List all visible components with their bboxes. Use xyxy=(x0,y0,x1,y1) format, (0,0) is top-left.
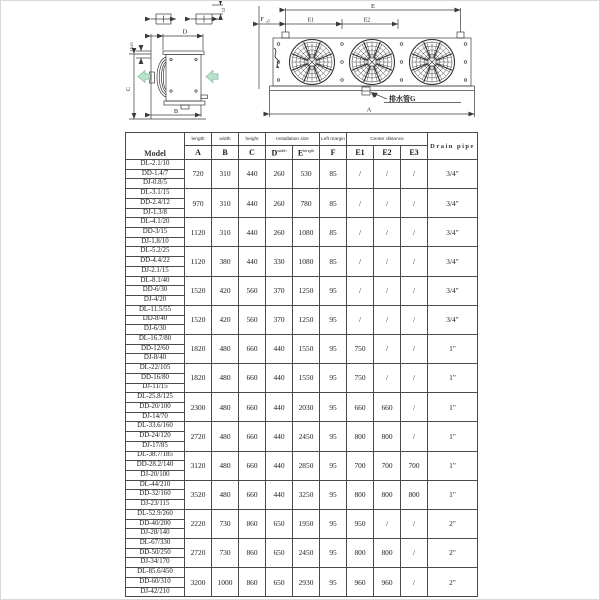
drain-pipe-cell: 2" xyxy=(428,509,478,538)
value-cell: 800 xyxy=(347,539,374,568)
table-row xyxy=(126,480,478,490)
value-cell: 310 xyxy=(212,160,239,189)
value-cell: 370 xyxy=(266,276,293,305)
value-cell: 560 xyxy=(239,305,266,334)
value-cell: 1520 xyxy=(185,305,212,334)
drain-pipe-cell: 3/4" xyxy=(428,160,478,189)
value-cell: 2300 xyxy=(185,393,212,422)
value-cell: 2930 xyxy=(293,568,320,597)
value-cell: 480 xyxy=(212,334,239,363)
spec-table xyxy=(125,132,478,597)
model-cell: DD-8/40 xyxy=(126,315,185,325)
value-cell: 440 xyxy=(266,451,293,480)
value-cell: / xyxy=(347,305,374,334)
value-cell: 2850 xyxy=(293,451,320,480)
value-cell: 440 xyxy=(266,393,293,422)
table-row xyxy=(126,393,478,403)
value-cell: / xyxy=(401,422,428,451)
header-left-margin: Left margin xyxy=(320,133,347,146)
header-installation-size: Installation size xyxy=(266,133,320,146)
value-cell: 650 xyxy=(266,539,293,568)
side-view-diagram xyxy=(121,1,261,131)
value-cell: / xyxy=(347,276,374,305)
value-cell: / xyxy=(374,276,401,305)
value-cell: 660 xyxy=(239,364,266,393)
value-cell: 650 xyxy=(266,509,293,538)
value-cell: 660 xyxy=(239,480,266,509)
dim-label-a: A xyxy=(366,106,372,114)
model-cell: DL-38.7/185 xyxy=(126,451,185,461)
value-cell: 480 xyxy=(212,451,239,480)
value-cell: 440 xyxy=(239,160,266,189)
drain-pipe-cell: 1" xyxy=(428,393,478,422)
value-cell: 800 xyxy=(347,422,374,451)
drain-pipe-cell: 1" xyxy=(428,334,478,363)
drain-pipe-cell: 3/4" xyxy=(428,189,478,218)
dim-label-b: B xyxy=(173,108,179,115)
table-row xyxy=(126,568,478,578)
value-cell: / xyxy=(401,189,428,218)
dim-label-d: D xyxy=(182,28,188,36)
value-cell: 420 xyxy=(212,305,239,334)
value-cell: / xyxy=(374,305,401,334)
value-cell: 260 xyxy=(266,218,293,247)
model-cell: DD-50/250 xyxy=(126,548,185,558)
drain-pipe-cell: 2" xyxy=(428,539,478,568)
value-cell: 700 xyxy=(347,451,374,480)
model-cell: DJ-11/15 xyxy=(126,383,185,393)
value-cell: / xyxy=(374,189,401,218)
hanger-bracket xyxy=(457,32,464,38)
model-cell: DL-3.1/15 xyxy=(126,189,185,199)
bottom-tab xyxy=(181,105,189,109)
value-cell: 260 xyxy=(266,160,293,189)
hanger-bracket xyxy=(282,32,289,38)
model-cell: DD-40/200 xyxy=(126,519,185,529)
drip-tray xyxy=(270,86,475,91)
drain-pipe-cell: 3/4" xyxy=(428,218,478,247)
value-cell: 1250 xyxy=(293,276,320,305)
drain-pipe-cell: 1" xyxy=(428,364,478,393)
value-cell: / xyxy=(347,247,374,276)
value-cell: 440 xyxy=(266,480,293,509)
value-cell: 1000 xyxy=(212,568,239,597)
value-cell: 2220 xyxy=(185,509,212,538)
drain-pipe-cell: 1" xyxy=(428,451,478,480)
header-length: length xyxy=(185,133,212,146)
value-cell: 700 xyxy=(401,451,428,480)
header-width: width xyxy=(212,133,239,146)
drain-pipe-cell: 3/4" xyxy=(428,305,478,334)
value-cell: 660 xyxy=(239,334,266,363)
value-cell: 310 xyxy=(212,218,239,247)
model-cell: DL-44/210 xyxy=(126,480,185,490)
value-cell: 800 xyxy=(374,422,401,451)
value-cell: 1120 xyxy=(185,218,212,247)
value-cell: / xyxy=(347,160,374,189)
value-cell: 3250 xyxy=(293,480,320,509)
model-cell: DJ-23/115 xyxy=(126,500,185,510)
value-cell: 440 xyxy=(266,334,293,363)
table-row xyxy=(126,334,478,344)
model-cell: DL-25.8/125 xyxy=(126,393,185,403)
model-cell: DL-11.5/55 xyxy=(126,305,185,315)
value-cell: 380 xyxy=(212,247,239,276)
value-cell: / xyxy=(401,276,428,305)
value-cell: 970 xyxy=(185,189,212,218)
value-cell: 440 xyxy=(239,189,266,218)
model-cell: DD-4.4/22 xyxy=(126,257,185,267)
table-row xyxy=(126,364,478,374)
value-cell: 480 xyxy=(212,364,239,393)
drain-pipe-cell: 2" xyxy=(428,568,478,597)
dim-label-offset: 15±5 xyxy=(129,42,134,52)
drain-pipe-label: 排水管G xyxy=(389,95,416,103)
value-cell: / xyxy=(401,334,428,363)
drain-pipe-cell: 1" xyxy=(428,480,478,509)
model-cell: DD-1.4/7 xyxy=(126,169,185,179)
header-col-c: C xyxy=(239,146,266,160)
value-cell: 650 xyxy=(266,568,293,597)
unit-body xyxy=(166,55,201,102)
value-cell: 480 xyxy=(212,422,239,451)
model-cell: DD-32/160 xyxy=(126,490,185,500)
value-cell: / xyxy=(347,218,374,247)
drip-tray xyxy=(164,101,205,105)
dim-label-f: F xyxy=(260,17,264,23)
model-cell: DL-8.1/40 xyxy=(126,276,185,286)
drain-pipe-cell: 1" xyxy=(428,422,478,451)
value-cell: 95 xyxy=(320,305,347,334)
value-cell: 95 xyxy=(320,393,347,422)
value-cell: 1120 xyxy=(185,247,212,276)
drain-pipe-cell: 3/4" xyxy=(428,276,478,305)
value-cell: 2450 xyxy=(293,422,320,451)
table-row xyxy=(126,189,478,199)
model-cell: DL-33.6/160 xyxy=(126,422,185,432)
value-cell: 660 xyxy=(239,393,266,422)
model-cell: DJ-42/210 xyxy=(126,587,185,597)
value-cell: 1250 xyxy=(293,305,320,334)
value-cell: / xyxy=(401,305,428,334)
value-cell: 480 xyxy=(212,480,239,509)
front-view-diagram xyxy=(249,1,481,131)
value-cell: 1820 xyxy=(185,364,212,393)
value-cell: 800 xyxy=(374,480,401,509)
value-cell: / xyxy=(401,160,428,189)
model-cell: DL-22/105 xyxy=(126,364,185,374)
value-cell: 370 xyxy=(266,305,293,334)
model-cell: DJ-8/40 xyxy=(126,354,185,364)
model-cell: DD-12/60 xyxy=(126,344,185,354)
value-cell: 95 xyxy=(320,364,347,393)
value-cell: / xyxy=(401,539,428,568)
model-cell: DJ-20/100 xyxy=(126,471,185,481)
header-col-e: $E^{length}$ xyxy=(293,146,320,160)
value-cell: / xyxy=(374,247,401,276)
value-cell: 85 xyxy=(320,247,347,276)
value-cell: 860 xyxy=(239,509,266,538)
value-cell: 95 xyxy=(320,422,347,451)
model-cell: DD-20/100 xyxy=(126,402,185,412)
value-cell: / xyxy=(401,568,428,597)
model-cell: DJ-1.8/10 xyxy=(126,237,185,247)
value-cell: 1520 xyxy=(185,276,212,305)
value-cell: 960 xyxy=(347,568,374,597)
value-cell: 330 xyxy=(266,247,293,276)
value-cell: 260 xyxy=(266,189,293,218)
table-row xyxy=(126,160,478,170)
value-cell: 960 xyxy=(374,568,401,597)
value-cell: 480 xyxy=(212,393,239,422)
value-cell: 860 xyxy=(239,539,266,568)
value-cell: 730 xyxy=(212,539,239,568)
model-cell: DL-67/330 xyxy=(126,539,185,549)
value-cell: 95 xyxy=(320,539,347,568)
value-cell: 660 xyxy=(239,422,266,451)
value-cell: 780 xyxy=(293,189,320,218)
header-height: height xyxy=(239,133,266,146)
value-cell: / xyxy=(347,189,374,218)
header-col-a: A xyxy=(185,146,212,160)
value-cell: 750 xyxy=(347,364,374,393)
table-row xyxy=(126,305,478,315)
model-cell: DD-2.4/12 xyxy=(126,198,185,208)
value-cell: 440 xyxy=(266,422,293,451)
value-cell: 2720 xyxy=(185,422,212,451)
dim-label-12: 12 xyxy=(221,7,226,13)
value-cell: / xyxy=(401,393,428,422)
table-row xyxy=(126,509,478,519)
value-cell: 3200 xyxy=(185,568,212,597)
value-cell: 800 xyxy=(347,480,374,509)
table-row xyxy=(126,247,478,257)
dim-label-e: E xyxy=(371,3,375,10)
value-cell: 720 xyxy=(185,160,212,189)
model-cell: DL-4.1/20 xyxy=(126,218,185,228)
table-row xyxy=(126,422,478,432)
model-cell: DL-2.1/10 xyxy=(126,160,185,170)
value-cell: 2450 xyxy=(293,539,320,568)
table-row xyxy=(126,539,478,549)
value-cell: 85 xyxy=(320,218,347,247)
model-cell: DD-6/30 xyxy=(126,286,185,296)
value-cell: 530 xyxy=(293,160,320,189)
table-row xyxy=(126,276,478,286)
header-col-b: B xyxy=(212,146,239,160)
model-cell: DD-60/310 xyxy=(126,577,185,587)
value-cell: 95 xyxy=(320,334,347,363)
value-cell: 1950 xyxy=(293,509,320,538)
model-cell: DJ-28/140 xyxy=(126,529,185,539)
model-cell: DD-16/80 xyxy=(126,373,185,383)
drain-stub xyxy=(201,95,208,99)
value-cell: 85 xyxy=(320,160,347,189)
value-cell: 1820 xyxy=(185,334,212,363)
value-cell: 95 xyxy=(320,451,347,480)
value-cell: / xyxy=(401,509,428,538)
model-cell: DL-85.6/450 xyxy=(126,568,185,578)
header-col-d: $D^{width}$ xyxy=(266,146,293,160)
value-cell: / xyxy=(401,247,428,276)
header-center-distance: Center distance xyxy=(347,133,428,146)
value-cell: / xyxy=(401,364,428,393)
model-cell: DJ-2.1/15 xyxy=(126,266,185,276)
value-cell: 860 xyxy=(239,568,266,597)
value-cell: 1550 xyxy=(293,364,320,393)
value-cell: 750 xyxy=(347,334,374,363)
value-cell: 560 xyxy=(239,276,266,305)
header-col-e2: E2 xyxy=(374,146,401,160)
value-cell: 440 xyxy=(266,364,293,393)
header-col-e3: E3 xyxy=(401,146,428,160)
model-cell: DD-24/120 xyxy=(126,432,185,442)
model-cell: DJ-6/30 xyxy=(126,325,185,335)
value-cell: 85 xyxy=(320,189,347,218)
value-cell: 3120 xyxy=(185,451,212,480)
model-cell: DJ-34/170 xyxy=(126,558,185,568)
top-flange xyxy=(163,51,204,55)
model-cell: DJ-4/20 xyxy=(126,296,185,306)
value-cell: 440 xyxy=(239,247,266,276)
value-cell: 95 xyxy=(320,480,347,509)
value-cell: 2030 xyxy=(293,393,320,422)
value-cell: 95 xyxy=(320,568,347,597)
value-cell: / xyxy=(374,364,401,393)
value-cell: 700 xyxy=(374,451,401,480)
model-cell: DD-28.2/140 xyxy=(126,461,185,471)
value-cell: 2720 xyxy=(185,539,212,568)
value-cell: / xyxy=(374,334,401,363)
value-cell: 800 xyxy=(401,480,428,509)
value-cell: 1080 xyxy=(293,247,320,276)
model-cell: DL-16.7/80 xyxy=(126,334,185,344)
value-cell: 95 xyxy=(320,509,347,538)
value-cell: 420 xyxy=(212,276,239,305)
value-cell: 660 xyxy=(347,393,374,422)
value-cell: 950 xyxy=(347,509,374,538)
table-row xyxy=(126,451,478,461)
model-cell: DD-3/15 xyxy=(126,228,185,238)
header-drain-pipe: Drain pipe xyxy=(428,133,478,160)
value-cell: / xyxy=(374,218,401,247)
value-cell: 730 xyxy=(212,509,239,538)
value-cell: 660 xyxy=(239,451,266,480)
header-model: Model xyxy=(126,133,185,160)
value-cell: 1550 xyxy=(293,334,320,363)
value-cell: 3520 xyxy=(185,480,212,509)
value-cell: / xyxy=(374,509,401,538)
value-cell: 660 xyxy=(374,393,401,422)
model-cell: DJ-17/85 xyxy=(126,441,185,451)
dim-label-e1: E1 xyxy=(307,17,315,24)
model-cell: DJ-0.8/5 xyxy=(126,179,185,189)
spec-table-body xyxy=(126,160,478,597)
value-cell: 310 xyxy=(212,189,239,218)
header-col-f: F xyxy=(320,146,347,160)
dim-label-f-tol: ±5 xyxy=(266,19,270,24)
model-cell: DL-5.2/25 xyxy=(126,247,185,257)
value-cell: / xyxy=(401,218,428,247)
header-col-e1: E1 xyxy=(347,146,374,160)
value-cell: 800 xyxy=(374,539,401,568)
value-cell: 95 xyxy=(320,276,347,305)
model-cell: DJ-1.3/8 xyxy=(126,208,185,218)
table-row xyxy=(126,218,478,228)
value-cell: / xyxy=(374,160,401,189)
dim-label-c: C xyxy=(125,86,132,92)
model-cell: DL-52.9/260 xyxy=(126,509,185,519)
model-cell: DJ-14/70 xyxy=(126,412,185,422)
value-cell: 440 xyxy=(239,218,266,247)
drain-pipe-cell: 3/4" xyxy=(428,247,478,276)
value-cell: 1080 xyxy=(293,218,320,247)
dim-label-e2: E2 xyxy=(363,17,371,24)
